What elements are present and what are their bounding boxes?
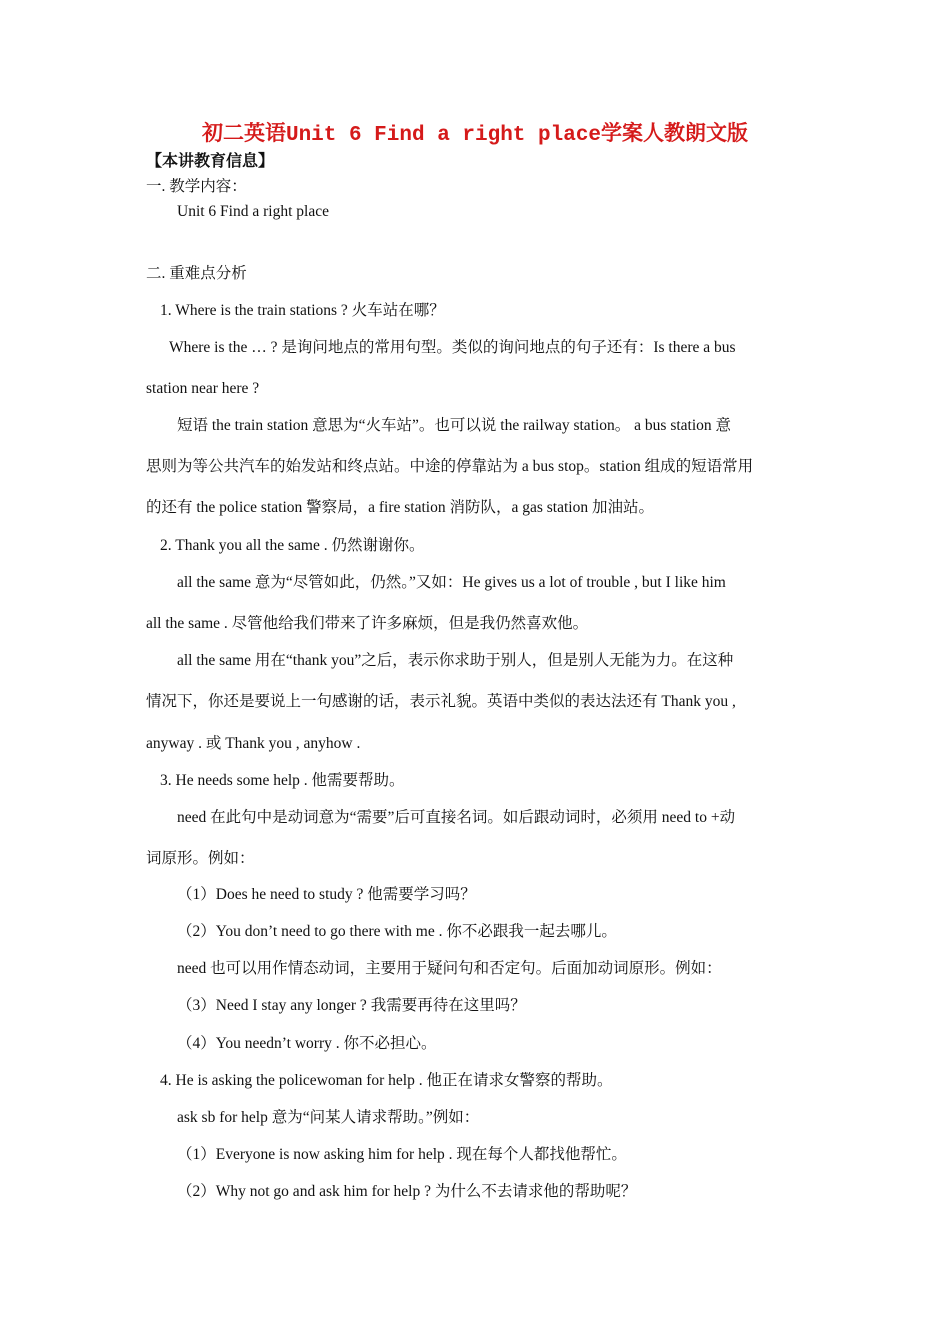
point-2-line: all the same 用在“thank you”之后，表示你求助于别人，但是别人无能为力。在这种 [177, 652, 734, 669]
point-2-line: all the same . 尽管他给我们带来了许多麻烦，但是我仍然喜欢他。 [146, 615, 589, 632]
point-2-line: anyway . 或 Thank you , anyhow . [146, 735, 361, 752]
unit-line: Unit 6 Find a right place [177, 203, 329, 220]
analysis-label: 二. 重难点分析 [146, 265, 247, 282]
point-3-line: need 也可以用作情态动词，主要用于疑问句和否定句。后面加动词原形。例如： [177, 960, 722, 977]
point-2-heading: 2. Thank you all the same . 仍然谢谢你。 [160, 537, 425, 554]
point-1-line: 的还有 the police station 警察局，a fire station 消防队，a gas station 加油站。 [146, 499, 654, 516]
point-1-line: Where is the … ? 是询问地点的常用句型。类似的询问地点的句子还有：Is there a bus [169, 339, 736, 356]
point-2-line: 情况下，你还是要说上一句感谢的话，表示礼貌。英语中类似的表达法还有 Thank you , [146, 693, 736, 710]
point-1-line: 短语 the train station 意思为“火车站”。也可以说 the railway station。 a bus station 意 [177, 417, 732, 434]
point-1-line: station near here ? [146, 380, 260, 397]
point-3-example: （4）You needn’t worry . 你不必担心。 [177, 1035, 437, 1052]
section-header: 【本讲教育信息】 [146, 151, 275, 170]
point-3-example: （3）Need I stay any longer ? 我需要再待在这里吗？ [177, 997, 526, 1014]
point-1-line: 思则为等公共汽车的始发站和终点站。中途的停靠站为 a bus stop。station 组成的短语常用 [146, 458, 754, 475]
point-3-example: （2）You don’t need to go there with me . 你不必跟我一起去哪儿。 [177, 923, 617, 940]
teaching-content-label: 一. 教学内容： [146, 178, 247, 195]
point-3-example: （1）Does he need to study ? 他需要学习吗？ [177, 886, 476, 903]
point-3-heading: 3. He needs some help . 他需要帮助。 [160, 772, 405, 789]
point-4-line: ask sb for help 意为“问某人请求帮助。”例如： [177, 1109, 480, 1126]
point-4-heading: 4. He is asking the policewoman for help . 他正在请求女警察的帮助。 [160, 1072, 613, 1089]
point-3-line: need 在此句中是动词意为“需要”后可直接名词。如后跟动词时，必须用 need to +动 [177, 809, 736, 826]
point-3-line: 词原形。例如： [146, 850, 255, 867]
document-title: 初二英语Unit 6 Find a right place学案人教朗文版 [201, 124, 749, 147]
point-4-example: （2）Why not go and ask him for help ? 为什么不去请求他的帮助呢？ [177, 1183, 637, 1200]
point-1-heading: 1. Where is the train stations ? 火车站在哪？ [160, 302, 445, 319]
point-2-line: all the same 意为“尽管如此，仍然。”又如：He gives us a lot of trouble , but I like him [177, 574, 726, 591]
point-4-example: （1）Everyone is now asking him for help . 现在每个人都找他帮忙。 [177, 1146, 627, 1163]
